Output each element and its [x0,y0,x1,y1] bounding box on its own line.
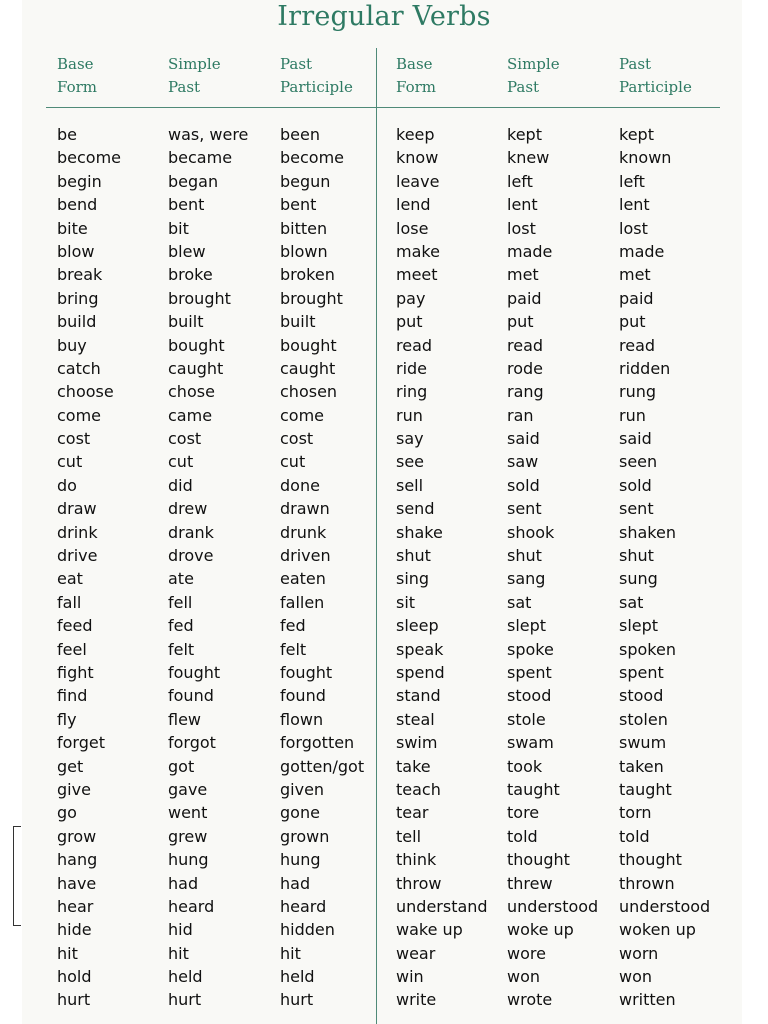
verb-cell: cut [280,452,306,472]
verb-cell: began [168,171,219,191]
verb-cell: come [57,405,102,425]
verb-cell: come [280,405,325,425]
verb-cell: flew [168,709,202,729]
verb-cell: do [57,475,77,495]
verb-cell: swim [396,733,438,753]
verb-cell: held [168,967,203,987]
verb-cell: met [619,265,651,285]
verb-cell: held [280,967,315,987]
verb-cell: be [57,125,77,144]
verb-cell: begin [57,171,102,191]
verb-cell: stole [507,709,546,729]
verb-cell: bitten [280,218,328,238]
verb-cell: shaken [619,522,676,542]
verb-cell: eaten [280,569,326,589]
verb-cell: saw [507,452,539,472]
verb-cell: took [507,756,543,776]
verb-cell: was, were [168,125,249,144]
verb-cell: lend [396,195,431,215]
verb-cell: fought [168,662,221,682]
header-base-form-right: Base Form [396,55,437,96]
verb-cell: been [280,125,320,144]
verb-cell: lent [619,195,650,215]
verb-cell: lost [507,218,536,238]
verb-cell: cut [168,452,194,472]
verb-cell: build [57,312,97,332]
verb-cell: had [168,873,199,893]
verb-cell: gave [168,779,208,799]
verb-cell: forgot [168,733,216,753]
verb-cell: brought [280,288,343,308]
verb-cell: read [396,335,433,355]
verb-cell: bite [57,218,88,238]
left-simple-past-column [168,123,248,1012]
verb-cell: thought [507,850,570,870]
verb-cell: hurt [280,990,314,1010]
right-base-form-column [396,123,488,1012]
verb-cell: broken [280,265,335,285]
verb-cell: know [396,148,439,168]
verb-cell: won [507,967,541,987]
verb-cell: read [507,335,544,355]
verb-cell: put [619,312,646,332]
verb-cell: ridden [619,358,671,378]
verb-cell: hidden [280,920,335,940]
verb-cell: woken up [619,920,696,940]
verb-cell: bought [280,335,337,355]
header-past-participle-right: Past Participle [619,55,692,96]
verb-cell: worn [619,943,659,963]
verb-cell: built [280,312,316,332]
verb-cell: understood [507,896,599,916]
verb-cell: felt [280,639,307,659]
verb-cell: taught [507,779,560,799]
verb-cell: cost [280,429,314,449]
verb-cell: send [396,499,435,519]
verb-cell: cut [57,452,83,472]
verb-cell: go [57,803,77,823]
verb-cell: lost [619,218,648,238]
verb-cell: spent [507,662,552,682]
verb-cell: tear [396,803,429,823]
verb-cell: see [396,452,425,472]
verb-cell: blew [168,241,206,261]
verb-cell: had [280,873,311,893]
verb-cell: eat [57,569,83,589]
verb-cell: spent [619,662,664,682]
verb-cell: fight [57,662,94,682]
verb-cell: ride [396,358,428,378]
verb-cell: fall [57,592,82,612]
verb-cell: feel [57,639,87,659]
verb-cell: brought [168,288,231,308]
verb-cell: fell [168,592,193,612]
verb-cell: known [619,148,672,168]
verb-cell: told [507,826,538,846]
verb-cell: broke [168,265,213,285]
verb-cell: torn [619,803,652,823]
verb-cell: chose [168,382,215,402]
verb-cell: got [168,756,195,776]
header-simple-past-left: Simple Past [168,55,221,96]
verb-cell: given [280,779,325,799]
verb-cell: hurt [168,990,202,1010]
verb-cell: shook [507,522,555,542]
verb-cell: flown [280,709,324,729]
verb-cell: wrote [507,990,553,1010]
verb-cell: fought [280,662,333,682]
verb-cell: hit [280,943,301,963]
verb-cell: win [396,967,424,987]
verb-cell: hear [57,896,94,916]
verb-cell: shut [619,546,654,566]
right-past-participle-column [619,123,710,1012]
verb-cell: hurt [57,990,91,1010]
verb-cell: grew [168,826,208,846]
verb-cell: caught [168,358,224,378]
verb-cell: thought [619,850,682,870]
verb-cell: felt [168,639,195,659]
verb-cell: sang [507,569,546,589]
verb-cell: rode [507,358,544,378]
verb-cell: drink [57,522,98,542]
verb-cell: spend [396,662,445,682]
verb-cell: give [57,779,91,799]
verb-cell: sit [396,592,416,612]
verb-cell: make [396,241,440,261]
verb-cell: drawn [280,499,330,519]
verb-cell: gone [280,803,320,823]
verb-cell: pay [396,288,426,308]
verb-cell: heard [280,896,327,916]
margin-bracket-mark [13,826,21,926]
verb-cell: bought [168,335,225,355]
verb-cell: sold [507,475,540,495]
verb-cell: met [507,265,539,285]
verb-cell: hit [168,943,189,963]
verb-cell: cost [57,429,91,449]
verb-cell: made [619,241,665,261]
header-simple-past-right: Simple Past [507,55,560,96]
verb-cell: begun [280,171,331,191]
verb-cell: wake up [396,920,463,940]
verb-cell: feed [57,616,93,636]
verb-cell: steal [396,709,435,729]
verb-cell: catch [57,358,101,378]
verb-cell: seen [619,452,658,472]
verb-cell: bend [57,195,98,215]
verb-cell: found [168,686,214,706]
verb-cell: grown [280,826,330,846]
verb-cell: built [168,312,204,332]
verb-cell: speak [396,639,444,659]
verb-cell: slept [507,616,547,636]
verb-cell: buy [57,335,87,355]
verb-cell: caught [280,358,336,378]
verb-cell: swam [507,733,554,753]
verb-cell: teach [396,779,441,799]
verb-cell: stood [507,686,552,706]
verb-cell: lent [507,195,538,215]
verb-cell: shut [507,546,542,566]
verb-cell: tore [507,803,540,823]
verb-cell: shake [396,522,443,542]
verb-cell: drunk [280,522,327,542]
verb-cell: become [57,148,122,168]
verb-cell: hang [57,850,98,870]
verb-cell: paid [507,288,542,308]
verb-cell: came [168,405,213,425]
verb-cell: hung [168,850,209,870]
verb-cell: read [619,335,656,355]
verb-cell: rung [619,382,657,402]
header-divider [46,107,720,108]
verb-cell: slept [619,616,659,636]
header-past-participle-left: Past Participle [280,55,353,96]
verb-cell: hold [57,967,92,987]
verb-cell: grow [57,826,97,846]
verb-cell: sat [507,592,532,612]
verb-cell: keep [396,125,435,144]
verb-cell: left [619,171,645,191]
verb-cell: went [168,803,208,823]
verb-cell: say [396,429,424,449]
verb-cell: shut [396,546,431,566]
verb-cell: sleep [396,616,439,636]
verb-cell: hit [57,943,78,963]
verb-cell: spoke [507,639,554,659]
verb-cell: taken [619,756,664,776]
verb-cell: drive [57,546,98,566]
verb-cell: drove [168,546,214,566]
verb-cell: break [57,265,103,285]
verb-cell: take [396,756,431,776]
verb-cell: kept [507,125,542,144]
verb-cell: choose [57,382,114,402]
verb-cell: sold [619,475,652,495]
header-base-form-left: Base Form [57,55,98,96]
verb-cell: tell [396,826,422,846]
page-title: Irregular Verbs [277,1,491,32]
verb-cell: meet [396,265,438,285]
verb-cell: sung [619,569,658,589]
verb-cell: said [619,429,652,449]
verb-cell: sent [619,499,654,519]
verb-cell: drank [168,522,214,542]
verb-cell: forget [57,733,105,753]
verb-cell: put [396,312,423,332]
verb-cell: understand [396,896,488,916]
verb-cell: left [507,171,533,191]
verb-cell: wore [507,943,546,963]
verb-cell: became [168,148,233,168]
verb-cell: have [57,873,97,893]
verb-cell: think [396,850,437,870]
right-simple-past-column [507,123,598,1012]
verb-cell: lose [396,218,429,238]
verb-cell: wear [396,943,436,963]
left-base-form-column [57,123,121,1012]
verb-cell: leave [396,171,440,191]
verb-cell: written [619,990,676,1010]
verb-cell: driven [280,546,331,566]
verb-cell: heard [168,896,215,916]
verb-cell: get [57,756,84,776]
verb-cell: run [619,405,646,425]
verb-cell: ate [168,569,194,589]
verb-cell: drew [168,499,208,519]
verb-cell: write [396,990,437,1010]
column-divider [376,48,377,1024]
verb-cell: draw [57,499,97,519]
verb-cell: fallen [280,592,325,612]
verb-cell: throw [396,873,442,893]
verb-cell: threw [507,873,553,893]
verb-cell: told [619,826,650,846]
verb-cell: hid [168,920,193,940]
verb-cell: blow [57,241,95,261]
verb-cell: stolen [619,709,668,729]
verb-cell: forgotten [280,733,355,753]
verb-cell: won [619,967,653,987]
verb-cell: kept [619,125,654,144]
verb-cell: paid [619,288,654,308]
verb-cell: run [396,405,423,425]
verb-cell: bent [168,195,205,215]
verb-cell: ran [507,405,534,425]
verb-cell: ring [396,382,428,402]
verb-cell: stand [396,686,441,706]
verb-cell: fly [57,709,77,729]
verb-cell: become [280,148,345,168]
verb-cell: fed [168,616,194,636]
verb-cell: stood [619,686,664,706]
verb-cell: hung [280,850,321,870]
verb-cell: rang [507,382,544,402]
verb-cell: bent [280,195,317,215]
left-past-participle-column [280,123,364,1012]
verb-cell: put [507,312,534,332]
verb-cell: bring [57,288,99,308]
verb-cell: find [57,686,88,706]
verb-cell: knew [507,148,550,168]
verb-cell: taught [619,779,672,799]
verb-cell: said [507,429,540,449]
verb-cell: thrown [619,873,675,893]
verb-cell: chosen [280,382,338,402]
verb-cell: did [168,475,193,495]
verb-cell: sent [507,499,542,519]
verb-cell: blown [280,241,328,261]
verb-cell: understood [619,896,711,916]
verb-cell: hide [57,920,92,940]
verb-cell: sell [396,475,424,495]
verb-cell: fed [280,616,306,636]
verb-cell: sing [396,569,430,589]
verb-cell: woke up [507,920,574,940]
verb-cell: bit [168,218,189,238]
verb-cell: swum [619,733,667,753]
verb-cell: found [280,686,326,706]
verb-cell: sat [619,592,644,612]
verb-cell: gotten/got [280,756,365,776]
verb-cell: made [507,241,553,261]
verb-cell: spoken [619,639,676,659]
verb-cell: cost [168,429,202,449]
verb-cell: done [280,475,320,495]
